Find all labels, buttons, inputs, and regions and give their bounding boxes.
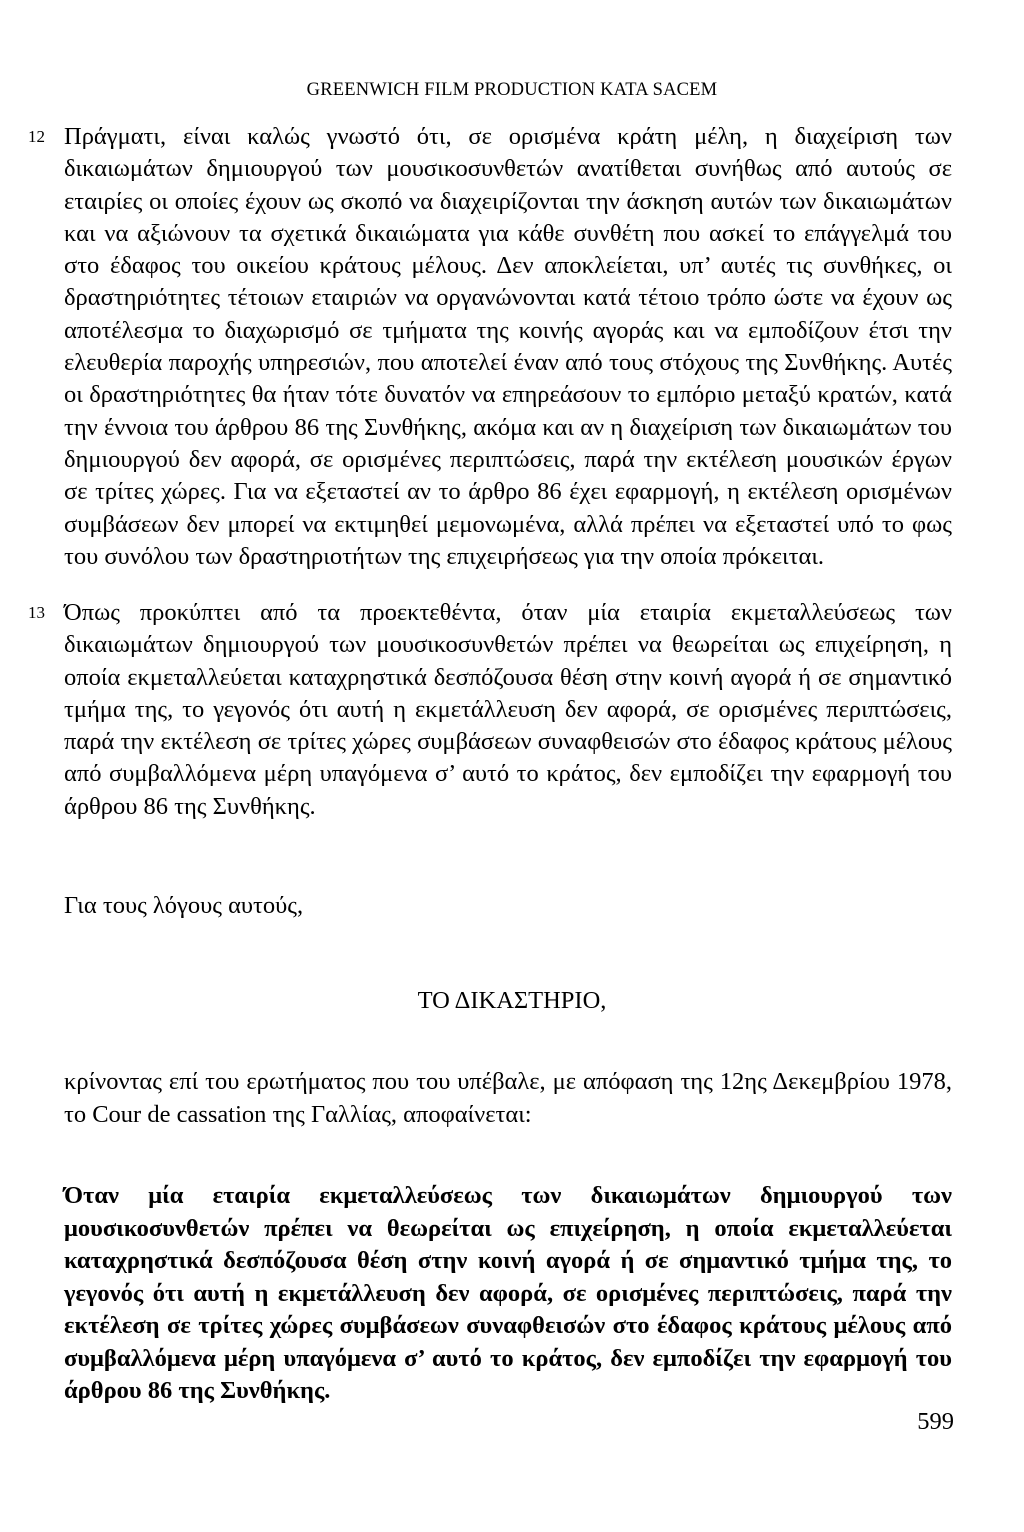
court-heading: ΤΟ ΔΙΚΑΣΤΗΡΙΟ,	[417, 987, 607, 1014]
paragraph-13: Όπως προκύπτει από τα προεκτεθέντα, όταν μία εταιρία εκμεταλλεύσεως των δικαιωμάτων δημιουργού των μουσικοσυνθετών πρέπει να θεωρείται ως επιχείρηση, η οποία εκμεταλλεύεται καταχρηστικά δεσπόζουσα θέση στην κοινή αγορά ή σε σημαντικό τμήμα της, το γεγονός ότι αυτή η εκμετάλλευση δεν αφορά, σε ορισμένες περιπτώσεις, παρά την εκτέλεση σε τρίτες χώρες συμβάσεων συναφθεισών στο έδαφος κράτους μέλους από συμβαλλόμενα μέρη υπαγόμενα σ’ αυτό το κράτος, δεν εμποδίζει την εφαρμογή του άρθρου 86 της Συνθήκης.	[64, 599, 952, 820]
page-number: 599	[917, 1408, 954, 1435]
paragraph-number-12: 12	[28, 127, 45, 146]
paragraph-12: Πράγματι, είναι καλώς γνωστό ότι, σε ορισμένα κράτη μέλη, η διαχείριση των δικαιωμάτων δημιουργού των μουσικοσυνθετών ανατίθεται συνήθως από αυτούς σε εταιρίες οι οποίες έχουν ως σκοπό να διαχειρίζονται την άσκηση αυτών των δικαιωμάτων και να αξιώνουν τα σχετικά δικαιώματα για κάθε συνθέτη που ασκεί το επάγγελμά του στο έδαφος του οικείου κράτους μέλους. Δεν αποκλείεται, υπ’ αυτές τις συνθήκες, οι δραστηριότητες τέτοιων εταιριών να οργανώνονται κατά τέτοιο τρόπο ώστε να έχουν ως αποτέλεσμα το διαχωρισμό σε τμήματα της κοινής αγοράς και να εμποδίζουν έτσι την ελευθερία παροχής υπηρεσιών, που αποτελεί έναν από τους στόχους της Συνθήκης. Αυτές οι δραστηριότητες θα ήταν τότε δυνατόν να επηρεάσουν το εμπόριο μεταξύ κρατών, κατά την έννοια του άρθρου 86 της Συνθήκης, ακόμα και αν η διαχείριση των δικαιωμάτων του δημιουργού δεν αφορά, σε ορισμένες περιπτώσεις, παρά την εκτέλεση μουσικών έργων σε τρίτες χώρες. Για να εξεταστεί αν το άρθρο 86 έχει εφαρμογή, η εκτέλεση ορισμένων συμβάσεων δεν μπορεί να εκτιμηθεί μεμονωμένα, αλλά πρέπει να εξεταστεί υπό το φως του συνόλου των δραστηριοτήτων της επιχειρήσεως για την οποία πρόκειται.	[64, 123, 952, 570]
ruling-intro: κρίνοντας επί του ερωτήματος που του υπέβαλε, με απόφαση της 12ης Δεκεμβρίου 1978, το Cour de cassation της Γαλλίας, αποφαίνεται:	[64, 1068, 952, 1128]
running-header: GREENWICH FILM PRODUCTION ΚΑΤΑ SACEM	[306, 80, 718, 100]
operative-part: Όταν μία εταιρία εκμεταλλεύσεως των δικαιωμάτων δημιουργού των μουσικοσυνθετών πρέπει να θεωρείται ως επιχείρηση, η οποία εκμεταλλεύεται καταχρηστικά δεσπόζουσα θέση στην κοινή αγορά ή σε σημαντικό τμήμα της, το γεγονός ότι αυτή η εκμετάλλευση δεν αφορά, σε ορισμένες περιπτώσεις, παρά την εκτέλεση σε τρίτες χώρες συμβάσεων συναφθεισών στο έδαφος κράτους μέλους από συμβαλλόμενα μέρη υπαγόμενα σ’ αυτό το κράτος, δεν εμποδίζει την εφαρμογή του άρθρου 86 της Συνθήκης.	[64, 1182, 952, 1404]
reasons-line: Για τους λόγους αυτούς,	[64, 892, 304, 919]
paragraph-number-13: 13	[28, 603, 45, 622]
